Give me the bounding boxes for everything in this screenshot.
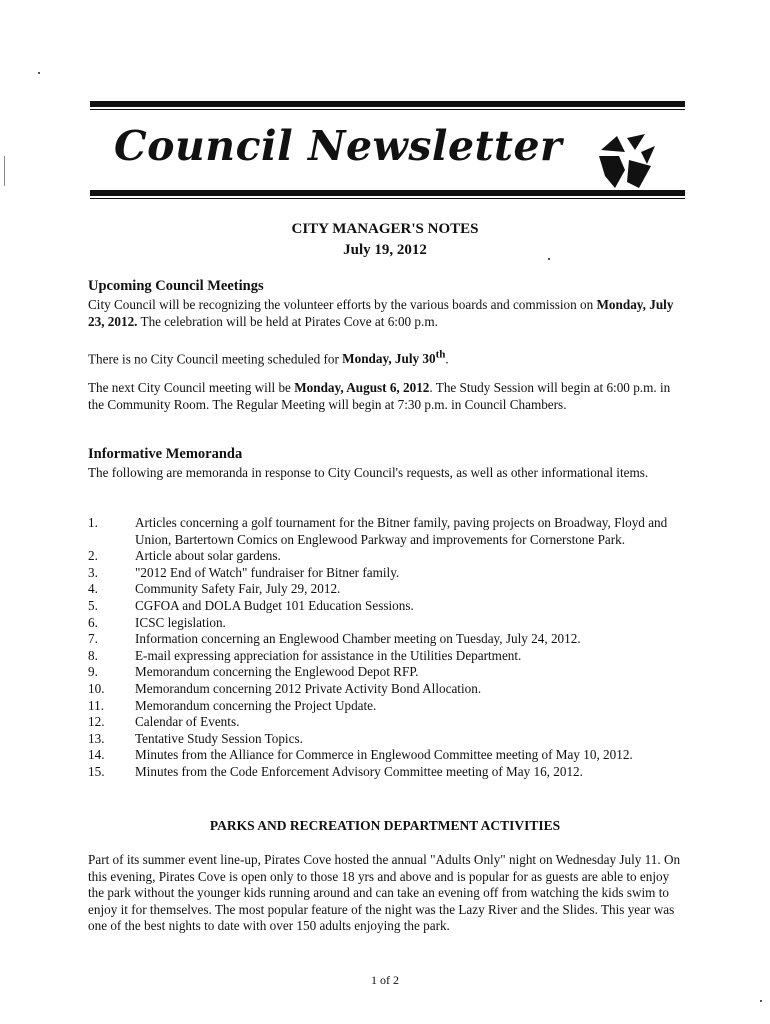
item-text: Memorandum concerning the Project Update.	[135, 697, 377, 713]
scan-mark	[4, 156, 5, 186]
list-item	[88, 764, 688, 781]
item-number: 2.	[88, 548, 98, 564]
item-text: "2012 End of Watch" fundraiser for Bitner family.	[135, 564, 400, 580]
parks-paragraph: Part of its summer event line-up, Pirates Cove hosted the annual "Adults Only" night on Wednesday July 11. On this evening, Pirates Cove is open only to those 18 yrs and above and is popular for as guests are able to enjoy the park without the younger kids running around and can take an evening off from watching the kids swim to enjoy it for themselves. The most popular feature of the night was the Lazy River and the Slides. This year was one of the best nights to date with over 150 adults enjoying the park.	[88, 852, 681, 933]
item-text: Articles concerning a golf tournament for the Bitner family, paving projects on Broadway, Floyd and Union, Bartertown Comics on Englewood Parkway and improvements for Cornerstone Park.	[135, 515, 668, 547]
item-text: Article about solar gardens.	[135, 548, 281, 564]
list-item	[88, 681, 688, 698]
parks-section-title: PARKS AND RECREATION DEPARTMENT ACTIVITIES	[209, 818, 561, 833]
list-item	[88, 731, 688, 748]
masthead-bottom-rule	[90, 190, 685, 196]
item-number: 14.	[88, 747, 105, 763]
upcoming-paragraph-1	[88, 297, 688, 330]
item-text: Calendar of Events.	[135, 714, 240, 730]
date-text: Monday, July 30	[342, 351, 436, 367]
item-text: ICSC legislation.	[135, 614, 226, 630]
item-number: 11.	[88, 697, 104, 713]
item-number: 15.	[88, 763, 105, 779]
emphasis-date: Monday, August 6, 2012	[294, 380, 430, 395]
list-item	[88, 598, 688, 615]
upcoming-paragraph-2	[88, 347, 688, 368]
item-text: Memorandum concerning the Englewood Depot RFP.	[135, 664, 419, 680]
list-item	[88, 615, 688, 632]
list-item	[88, 714, 688, 731]
emphasis-date: Monday, July 23, 2012.	[88, 297, 674, 329]
item-text: Minutes from the Alliance for Commerce in Englewood Committee meeting of May 10, 2012.	[135, 747, 633, 763]
emphasis-date	[342, 351, 445, 366]
item-text: Community Safety Fair, July 29, 2012.	[135, 581, 341, 597]
masthead-top-rule-thin	[90, 109, 685, 110]
text-run: There is no City Council meeting scheduled for	[88, 351, 343, 367]
list-item	[88, 664, 688, 681]
upcoming-meetings-heading: Upcoming Council Meetings	[88, 278, 264, 294]
item-number: 8.	[88, 647, 98, 663]
list-item	[88, 698, 688, 715]
item-number: 9.	[88, 664, 98, 680]
notes-title: CITY MANAGER'S NOTES	[291, 221, 479, 237]
ordinal-suffix: th	[435, 349, 446, 361]
page-number: 1 of 2	[371, 973, 399, 987]
list-item	[88, 648, 688, 665]
list-item	[88, 581, 688, 598]
upcoming-paragraph-3	[88, 380, 688, 413]
item-number: 12.	[88, 714, 105, 730]
masthead-bottom-rule-thin	[90, 198, 685, 199]
text-run: City Council will be recognizing the volunteer efforts by the various boards and commission on	[88, 297, 597, 312]
item-number: 7.	[88, 631, 98, 647]
text-run: The next City Council meeting will be	[88, 380, 295, 395]
newsletter-title: Council Newsletter	[114, 122, 563, 170]
memoranda-heading: Informative Memoranda	[88, 446, 243, 462]
city-logo-icon	[595, 130, 657, 192]
item-text: Tentative Study Session Topics.	[135, 730, 303, 746]
list-item	[88, 548, 688, 565]
item-number: 3.	[88, 564, 98, 580]
memoranda-intro: The following are memoranda in response to City Council's requests, as well as other informational items.	[88, 465, 649, 480]
scan-speck	[760, 1000, 762, 1002]
text-run: .	[445, 351, 449, 367]
item-text: E-mail expressing appreciation for assistance in the Utilities Department.	[135, 647, 522, 663]
list-item	[88, 565, 688, 582]
item-text: Minutes from the Code Enforcement Advisory Committee meeting of May 16, 2012.	[135, 763, 583, 779]
item-number: 13.	[88, 730, 105, 746]
item-text: CGFOA and DOLA Budget 101 Education Sessions.	[135, 597, 414, 613]
text-run: . The Study Session will begin at 6:00 p.m. in the Community Room. The Regular Meeting will begin at 7:30 p.m. in Council Chambers.	[88, 380, 671, 412]
list-item	[88, 747, 688, 764]
item-text: Information concerning an Englewood Chamber meeting on Tuesday, July 24, 2012.	[135, 631, 581, 647]
item-number: 4.	[88, 581, 98, 597]
scan-speck	[38, 72, 40, 74]
masthead-top-rule	[90, 101, 685, 107]
item-number: 5.	[88, 597, 98, 613]
notes-date: July 19, 2012	[343, 242, 427, 258]
memoranda-list	[88, 515, 688, 781]
list-item	[88, 515, 688, 548]
item-text: Memorandum concerning 2012 Private Activity Bond Allocation.	[135, 680, 482, 696]
item-number: 6.	[88, 614, 98, 630]
item-number: 10.	[88, 680, 105, 696]
item-number: 1.	[88, 515, 98, 530]
list-item	[88, 631, 688, 648]
text-run: The celebration will be held at Pirates Cove at 6:00 p.m.	[137, 313, 438, 329]
